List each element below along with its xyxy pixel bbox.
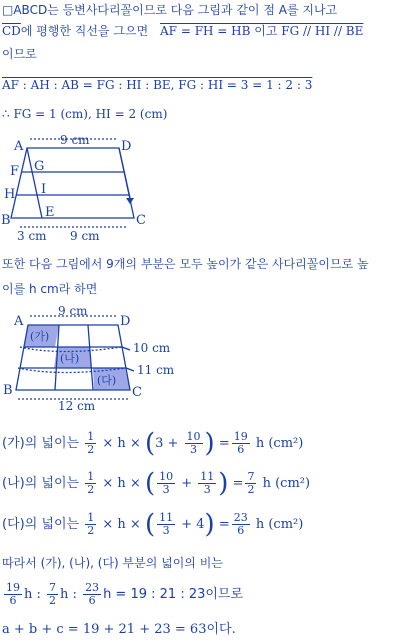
area-na-label: (나)의 넓이는	[2, 476, 80, 491]
text-line-6: 또한 다음 그림에서 9개의 부분은 모두 높이가 같은 사다리꼴이므로 높	[2, 257, 369, 271]
dim-mid2-label: 11 cm	[137, 363, 175, 377]
label-e: E	[45, 205, 55, 220]
arrow-dc	[119, 148, 130, 198]
unit-2: h (cm²)	[262, 476, 311, 491]
da-in-b: + 4	[181, 517, 205, 532]
text-line-2	[2, 23, 363, 39]
r2-t: h :	[60, 587, 77, 602]
label-c-2: C	[132, 385, 142, 400]
r3-t: h = 19 : 21 : 23이므로	[103, 587, 244, 602]
label-a: A	[14, 139, 24, 154]
area-na-line: (나)의 넓이는 $\frac{1}{2}$ × h × ( $\frac{10}{3}$ + $\frac{11}{3}$ ) = $\frac{7}{2}$ h (cm²)	[2, 468, 311, 499]
label-a-2: A	[14, 314, 24, 329]
label-f: F	[10, 164, 20, 179]
ga-in-a: 3 +	[155, 436, 179, 451]
frac-half-1: $\frac{1}{2}$	[87, 430, 95, 456]
times-h-3: × h ×	[102, 517, 141, 532]
label-d: D	[121, 139, 132, 154]
dim-top-label-2: 9 cm	[58, 304, 88, 318]
frac-ga-in: $\frac{10}{3}$	[186, 430, 201, 456]
label-g: G	[34, 159, 45, 174]
dim-bottom-left-label: 3 cm	[17, 229, 47, 243]
label-ga: (가)	[30, 330, 50, 343]
frac-r1: $\frac{19}{6}$	[6, 581, 20, 607]
concl-final: a + b + c = 19 + 21 + 23 = 63이다.	[2, 622, 236, 637]
frac-half-3: $\frac{1}{2}$	[87, 511, 95, 537]
dim-bottom-right-label: 9 cm	[70, 229, 100, 243]
dim-top-label: 9 cm	[60, 133, 90, 147]
frac-na-2: $\frac{11}{3}$	[200, 470, 215, 496]
frac-na-1: $\frac{10}{3}$	[159, 470, 174, 496]
text-line-5: ∴ FG = 1 (cm), HI = 2 (cm)	[2, 107, 168, 121]
label-d-2: D	[120, 314, 131, 329]
arrow-head	[126, 198, 134, 204]
text-line-7: 이를 h cm라 하면	[2, 282, 98, 296]
area-da-label: (다)의 넓이는	[2, 517, 80, 532]
times-h-2: × h ×	[102, 476, 141, 491]
concl-line-2	[2, 582, 243, 607]
label-i: I	[41, 182, 47, 197]
frac-da-res: $\frac{23}{6}$	[233, 511, 248, 537]
area-ga-line: (가)의 넓이는 $\frac{1}{2}$ × h × (3 + $\frac{10}{3}$ ) = $\frac{19}{6}$ h (cm²)	[2, 428, 304, 459]
dim-bottom-label-2: 12 cm	[58, 399, 96, 413]
frac-half-2: $\frac{1}{2}$	[87, 470, 95, 496]
frac-da-in: $\frac{11}{3}$	[159, 511, 174, 537]
text-line-3: 이므로	[2, 47, 37, 61]
segment-cd: $\overline{CD}$	[2, 24, 21, 38]
figure-trapezoid-2	[0, 302, 190, 414]
label-b-2: B	[3, 383, 13, 398]
r1-t: h :	[24, 587, 41, 602]
text-line-4: AF : AH : AB = FG : HI : BE, FG : HI = 3 = 1 : 2 : 3	[2, 78, 313, 92]
unit-1: h (cm²)	[255, 436, 304, 451]
text-line-2-eq: AF = FH = HB 이고 FG // HI // BE	[160, 24, 364, 38]
label-na: (나)	[60, 352, 80, 365]
concl-line-1: 따라서 (가), (나), (다) 부분의 넓이의 비는	[2, 556, 223, 570]
text-line-2-mid: 에 평행한 직선을 그으면	[20, 24, 149, 38]
label-h: H	[4, 187, 16, 202]
frac-r3: $\frac{23}{6}$	[85, 581, 100, 607]
text-line-1: □ABCD는 등변사다리꼴이므로 다음 그림과 같이 점 A를 지나고	[2, 3, 338, 17]
frac-ga-res: $\frac{19}{6}$	[233, 430, 248, 456]
label-b: B	[1, 213, 11, 228]
times-h-1: × h ×	[102, 436, 141, 451]
na-plus: +	[181, 476, 193, 491]
area-da-line: (다)의 넓이는 $\frac{1}{2}$ × h × ( $\frac{11}{3}$ + 4) = $\frac{23}{6}$ h (cm²)	[2, 509, 304, 540]
figure-trapezoid-1	[0, 132, 170, 250]
area-ga-label: (가)의 넓이는	[2, 436, 80, 451]
dim-mid1-label: 10 cm	[133, 341, 171, 355]
frac-na-res: $\frac{7}{2}$	[247, 470, 255, 496]
frac-r2: $\frac{7}{2}$	[49, 581, 57, 607]
label-c: C	[136, 213, 146, 228]
unit-3: h (cm²)	[255, 517, 304, 532]
label-da: (다)	[97, 374, 117, 387]
